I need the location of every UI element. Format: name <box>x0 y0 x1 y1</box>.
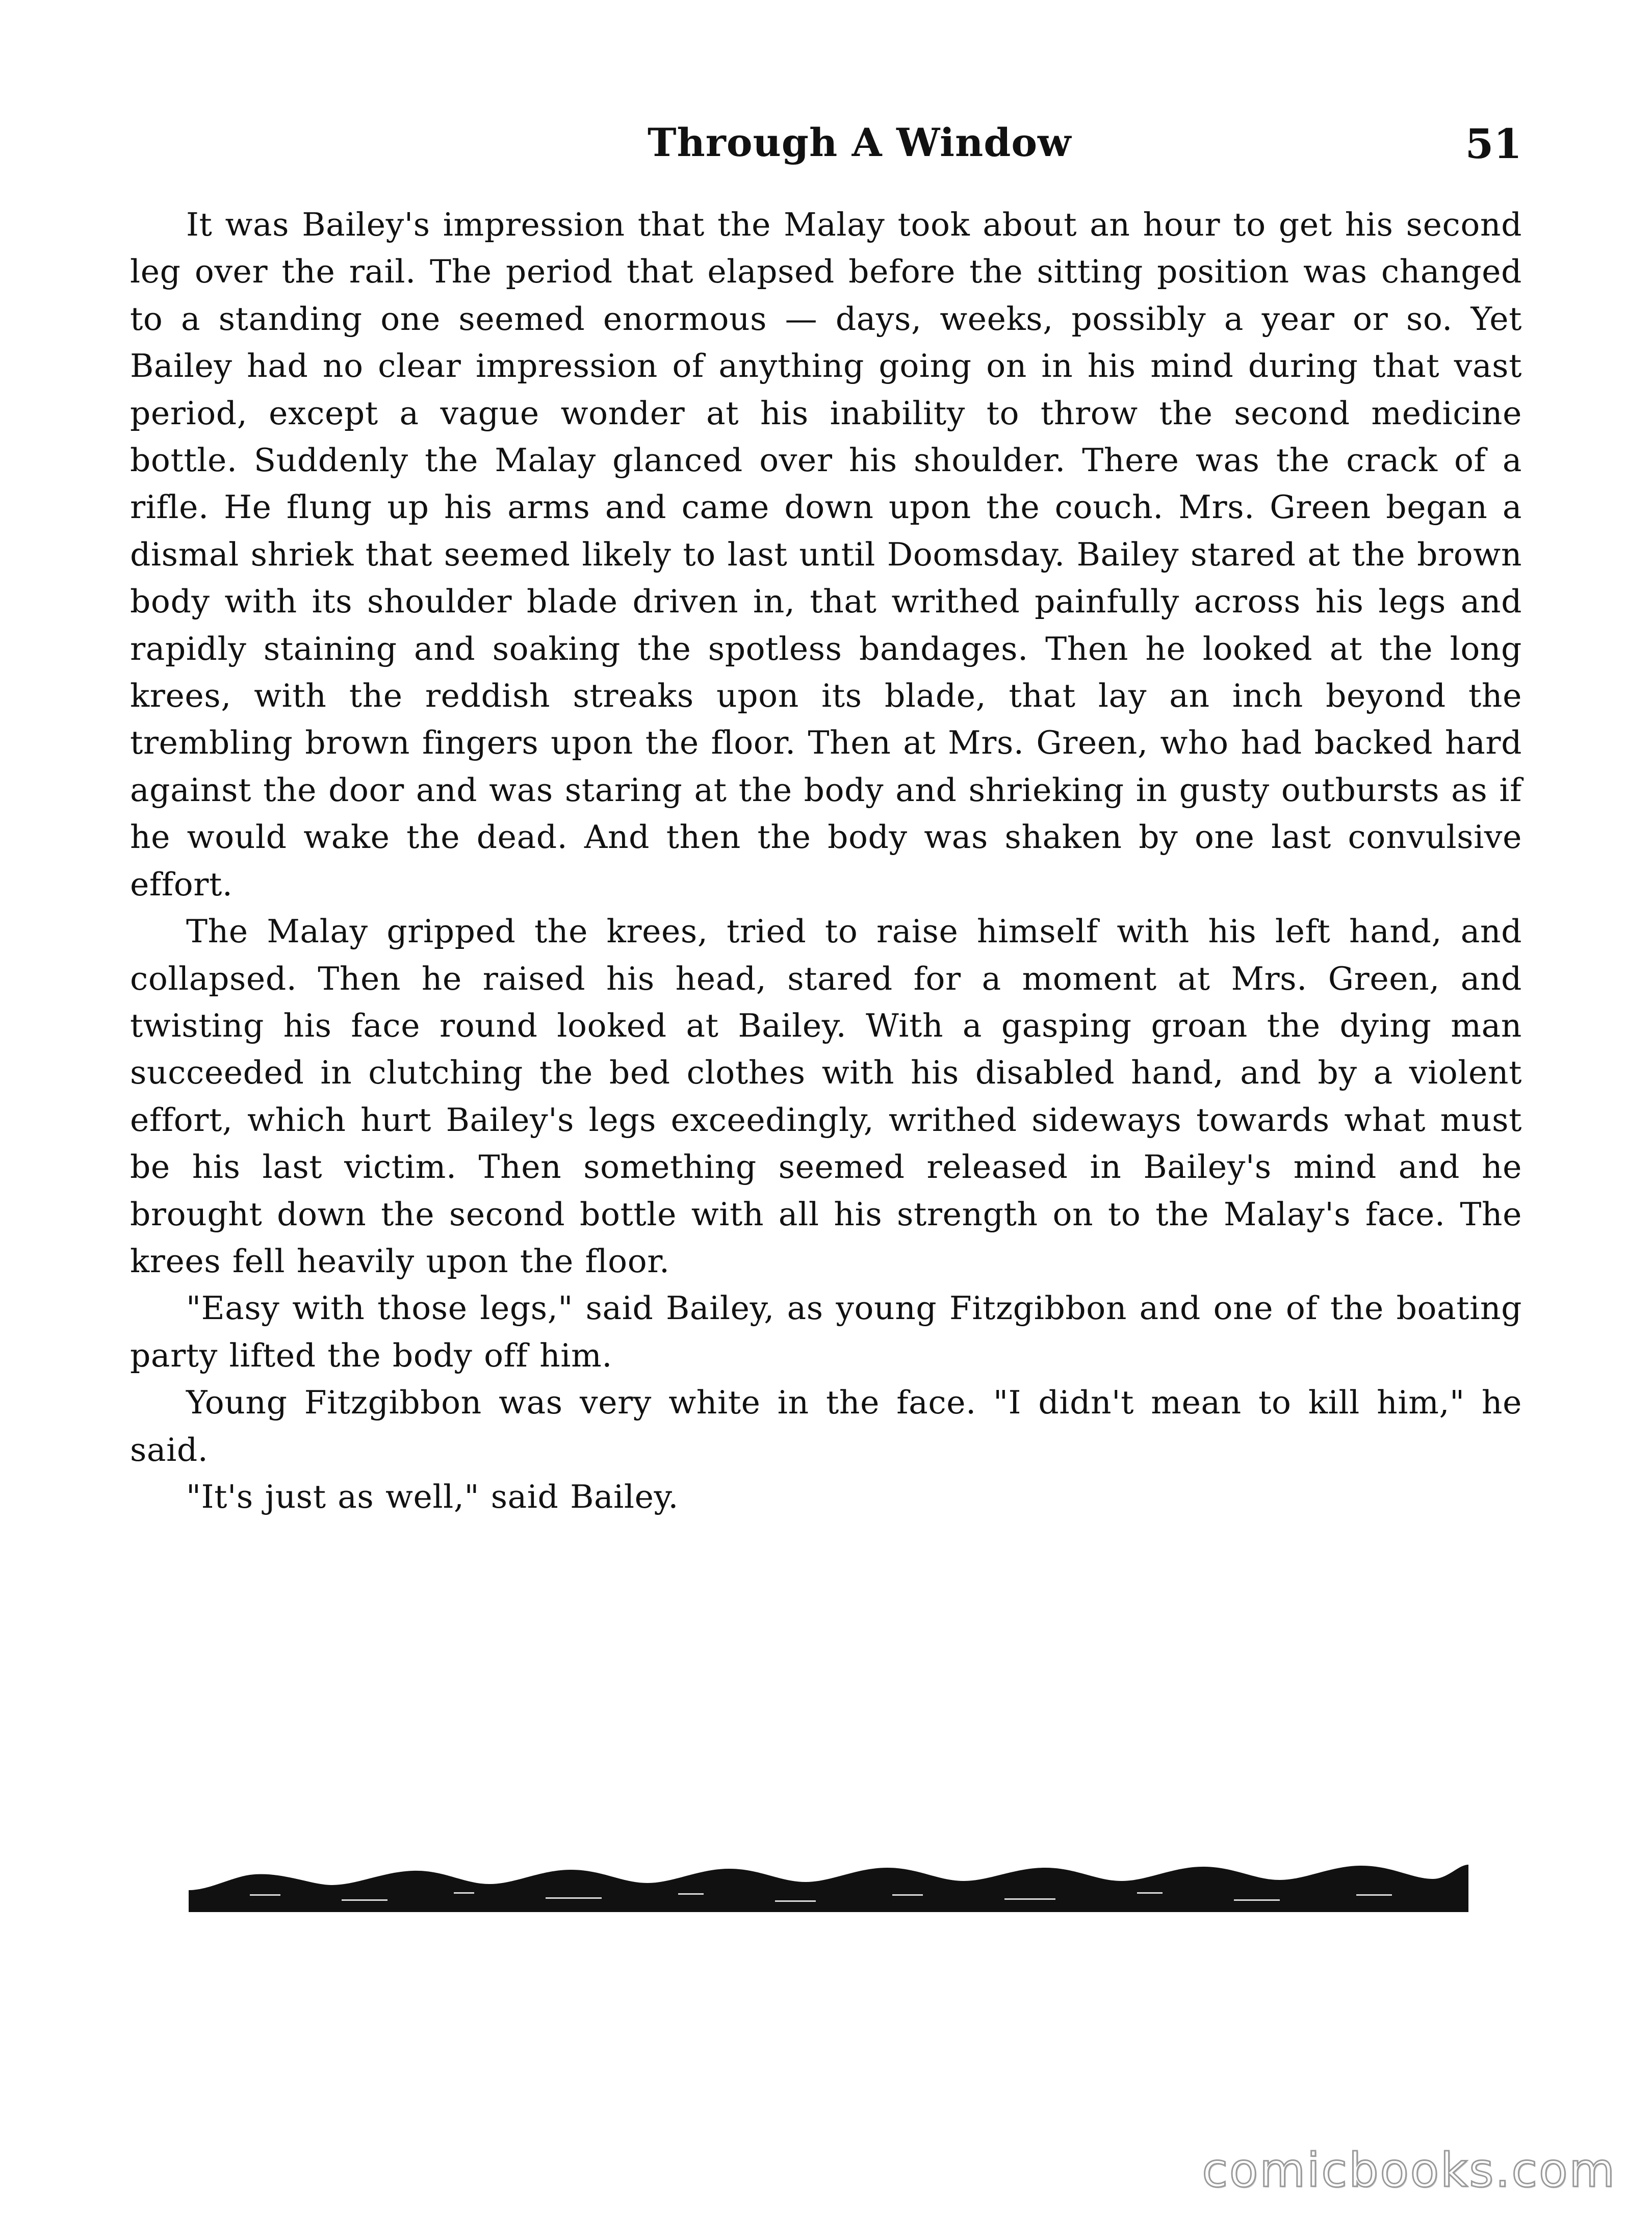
paragraph: It was Bailey's impression that the Malay took about an hour to get his second leg over the rail. The period that elapsed before the sitting position was changed to a standing one seemed enormous — days, weeks, possibly a year or so. Yet Bailey had no clear impression of anything going on in his mind during that vast period, except a vague wonder at his inability to throw the second medicine bottle. Suddenly the Malay glanced over his shoulder. There was the crack of a rifle. He flung up his arms and came down upon the couch. Mrs. Green began a dismal shriek that seemed likely to last until Doomsday. Bailey stared at the brown body with its shoulder blade driven in, that writhed painfully across his legs and rapidly staining and soaking the spotless bandages. Then he looked at the long krees, with the reddish streaks upon its blade, that lay an inch beyond the trembling brown fingers upon the floor. Then at Mrs. Green, who had backed hard against the door and was staring at the body and shrieking in gusty outbursts as if he would wake the dead. And then the body was shaken by one last convulsive effort. <box>130 206 1522 903</box>
wave-ornament-graphic <box>189 1859 1468 1912</box>
paragraph: The Malay gripped the krees, tried to raise himself with his left hand, and collapsed. Then he raised his head, stared for a moment at Mrs. Green, and twisting his face round looked at Bailey. With a gasping groan the dying man succeeded in clutching the bed clothes with his disabled hand, and by a violent effort, which hurt Bailey's legs exceedingly, writhed sideways towards what must be his last victim. Then something seemed released in Bailey's mind and he brought down the second bottle with all his strength on to the Malay's face. The krees fell heavily upon the floor. <box>130 913 1522 1280</box>
paragraph: "Easy with those legs," said Bailey, as young Fitzgibbon and one of the boating party lifted the body off him. <box>130 1289 1522 1374</box>
body-text <box>130 201 1522 1520</box>
paragraph: "It's just as well," said Bailey. <box>186 1478 679 1515</box>
site-watermark: comicbooks.com <box>1202 2143 1616 2198</box>
page-header <box>648 120 1522 176</box>
page-number: 51 <box>1465 120 1522 168</box>
wave-ornament <box>189 1859 1468 1912</box>
paragraph: Young Fitzgibbon was very white in the face. "I didn't mean to kill him," he said. <box>130 1384 1522 1468</box>
running-title: Through A Window <box>648 120 1072 165</box>
